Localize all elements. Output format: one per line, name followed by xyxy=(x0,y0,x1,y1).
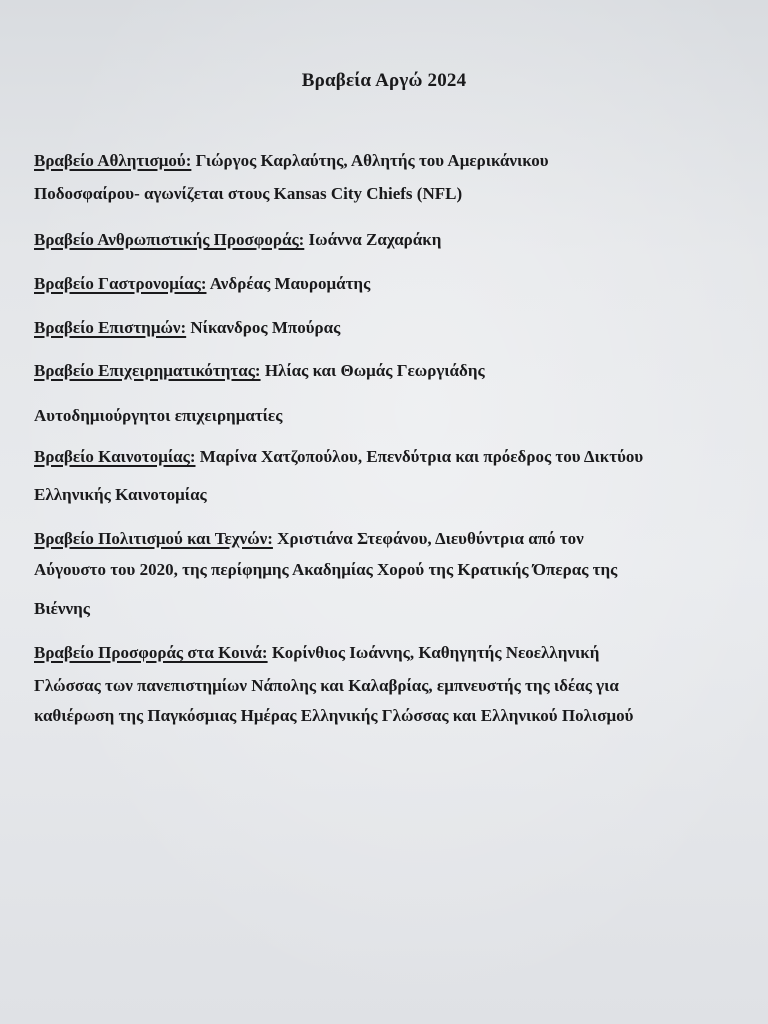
award-innovation-line-2 xyxy=(34,484,207,506)
award-culture-name: Βραβείο Πολιτισμού και Τεχνών: xyxy=(34,529,273,548)
award-public-service-line-1 xyxy=(34,642,599,664)
document-title: Βραβεία Αργώ 2024 xyxy=(301,70,467,91)
award-innovation-text-2: Ελληνικής Καινοτομίας xyxy=(34,485,207,504)
award-gastronomy-text-1: Ανδρέας Μαυρομάτης xyxy=(206,274,371,293)
award-culture-line-2 xyxy=(34,559,617,581)
entrepreneurs-note-line xyxy=(34,405,282,427)
award-innovation-name: Βραβείο Καινοτομίας: xyxy=(34,447,196,466)
award-entrepreneurship-line-1 xyxy=(34,360,485,382)
award-public-service-text-3: καθιέρωση της Παγκόσμιας Ημέρας Ελληνικής Γλώσσας και Ελληνικού Πολισμού xyxy=(34,706,634,725)
award-culture-text-1: Χριστιάνα Στεφάνου, Διευθύντρια από τον xyxy=(272,529,584,548)
award-entrepreneurship-name: Βραβείο Επιχειρηματικότητας: xyxy=(34,361,261,380)
award-public-service-text-1: Κορίνθιος Ιωάννης, Καθηγητής Νεοελληνική xyxy=(267,643,600,662)
award-culture-text-3: Βιέννης xyxy=(34,599,90,618)
award-entrepreneurship-text-1: Ηλίας και Θωμάς Γεωργιάδης xyxy=(260,361,485,380)
award-athletics-name: Βραβείο Αθλητισμού: xyxy=(34,151,192,170)
award-public-service-name: Βραβείο Προσφοράς στα Κοινά: xyxy=(34,643,268,662)
award-public-service-text-2: Γλώσσας των πανεπιστημίων Νάπολης και Καλαβρίας, εμπνευστής της ιδέας για xyxy=(34,676,619,695)
award-gastronomy-line-1 xyxy=(34,273,370,295)
award-sciences-line-1 xyxy=(34,317,340,339)
award-gastronomy-name: Βραβείο Γαστρονομίας: xyxy=(34,274,207,293)
award-athletics-line-2 xyxy=(34,183,462,205)
award-humanitarian-name: Βραβείο Ανθρωπιστικής Προσφοράς: xyxy=(34,230,305,249)
award-innovation-line-1 xyxy=(34,446,643,468)
award-culture-text-2: Αύγουστο του 2020, της περίφημης Ακαδημίας Χορού της Κρατικής Όπερας της xyxy=(34,560,618,579)
award-culture-line-3 xyxy=(34,598,90,620)
award-sciences-text-1: Νίκανδρος Μπούρας xyxy=(186,318,341,337)
award-humanitarian-line-1 xyxy=(34,229,441,251)
award-athletics-text-2: Ποδοσφαίρου- αγωνίζεται στους Kansas City Chiefs (NFL) xyxy=(34,184,463,203)
entrepreneurs-note-text: Αυτοδημιούργητοι επιχειρηματίες xyxy=(34,406,283,425)
award-innovation-text-1: Μαρίνα Χατζοπούλου, Επενδύτρια και πρόεδρος του Δικτύου xyxy=(195,447,644,466)
award-athletics-line-1 xyxy=(34,150,549,172)
award-culture-line-1 xyxy=(34,528,584,550)
award-public-service-line-2 xyxy=(34,675,619,697)
award-athletics-text-1: Γιώργος Καρλαύτης, Αθλητής του Αμερικάνικου xyxy=(191,151,549,170)
award-public-service-line-3 xyxy=(34,705,633,727)
award-humanitarian-text-1: Ιωάννα Ζαχαράκη xyxy=(304,230,442,249)
award-sciences-name: Βραβείο Επιστημών: xyxy=(34,318,187,337)
